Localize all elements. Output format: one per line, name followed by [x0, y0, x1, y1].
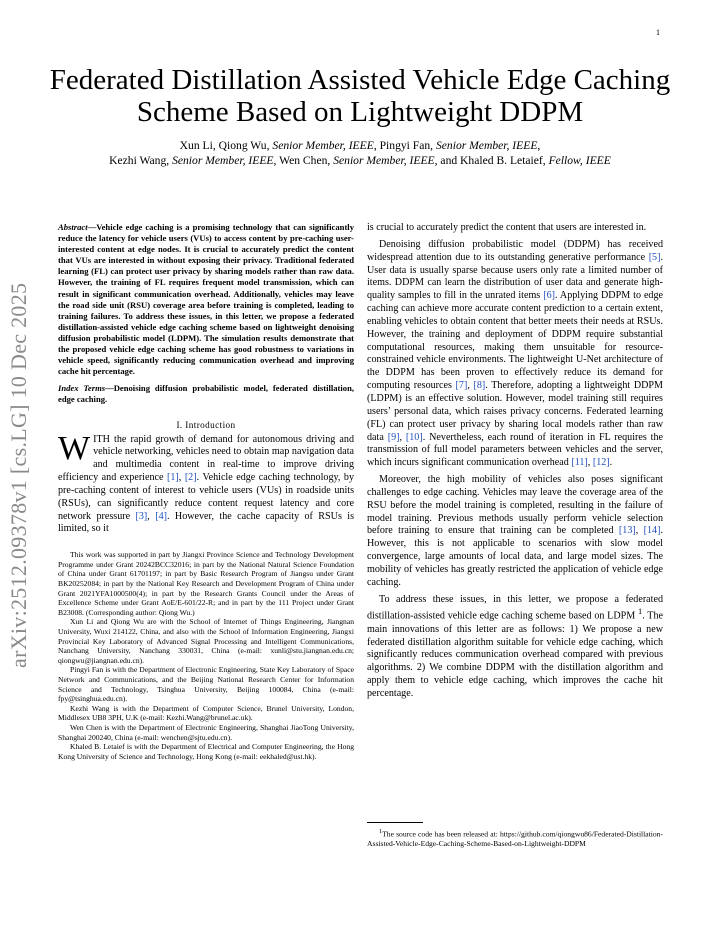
- footnote-affiliation-fan: Pingyi Fan is with the Department of Electronic Engineering, State Key Laboratory of Space Network and Communications, and the Beijing National Research Center for Information Science and Technology, Tsinghua University, Beijing 100084, China (e-mail: fpy@tsinghua.edu.cn).: [58, 665, 354, 704]
- right-paragraph-1: is crucial to accurately predict the content that users are interested in.: [367, 222, 647, 233]
- right-footnote-block: [367, 822, 663, 849]
- footnote-affiliation-li-wu: Xun Li and Qiong Wu are with the School of Internet of Things Engineering, Jiangnan University, Wuxi 214122, China, and also with the School of Information Engineering, Jiangxi Provincial Key Laboratory of Advanced Signal Processing and Intelligent Communications, Nanchang University, Nanchang 330031, China (e-mail: xunli@stu.jiangnan.edu.cn; qiongwu@jiangnan.edu.cn).: [58, 617, 354, 665]
- footnote-affiliation-wang: Kezhi Wang is with the Department of Computer Science, Brunel University, London, Middlesex UB8 3PH, U.K (e-mail: Kezhi.Wang@brunel.ac.uk).: [58, 703, 354, 723]
- right-paragraph-mobility: Moreover, the high mobility of vehicles also poses significant challenges to edge caching. Vehicles may leave the coverage area of the RSU before the model training is completed, resulting in the failure of model training. Previous methods usually perform vehicle selection before training to ensure that training can be completed [13], [14]. However, this is not applicable to scenarios with slow model convergence, large amounts of local data, and large model sizes. The mobility of vehicles has greatly restricted the application of vehicle edge caching.: [367, 474, 663, 588]
- index-terms: Index Terms—Denoising diffusion probabilistic model, federated distillation, edge caching.: [58, 383, 355, 405]
- author-line-2: Kezhi Wang, Senior Member, IEEE, Wen Chen, Senior Member, IEEE, and Khaled B. Letaief, Fellow, IEEE: [109, 154, 611, 167]
- right-column: [367, 222, 664, 849]
- footnote-rule: [367, 822, 423, 823]
- footnotes: [58, 550, 354, 761]
- right-paragraph-ddpm: Denoising diffusion probabilistic model (DDPM) has received widespread attention due to its outstanding generative performance [5]. User data is usually sparse because users only rate a limited number of items. DDPM can learn the distribution of user data and generate high-quality samples to fill in the unrated items [6]. Applying DDPM to edge caching can achieve more accurate content prediction to a certain extent, enabling vehicles to obtain content that better meets their needs at RSUs. However, the training and deployment of DDPM require substantial computational resources, making them unsuitable for resource-constrained vehicle environments. The lightweight U-Net architecture of the DDPM has been proven to effectively reduce its demand for computing resources [7], [8]. Therefore, adopting a lightweight DDPM (LDPM) is an effective solution. However, model training still requires users’ personal data, which raises privacy concerns. Federated learning (FL) can protect user privacy by sharing local models rather than raw data [9], [10]. Nevertheless, each round of iteration in FL requires the transmission of full model parameters between vehicles and the server, which incurs significant communication overhead [11], [12].: [367, 238, 664, 469]
- footnote-funding: This work was supported in part by Jiangxi Province Science and Technology Development Programme under Grant 20242BCC32016; in part by the National Natural Science Foundation of China under Grant 61701197; in part by Basic Research Program of Jiangsu under Grant BK20252084; in part by the National Key Research and Development Program of China under Grant 2021YFA1000500(4); in part by the Research Grants Council under the Areas of Excellence Scheme under Grant AoE/E-601/22-R; and in part by the 111 Project under Grant B23008. (Corresponding author: Qiong Wu.): [58, 550, 354, 617]
- intro-paragraph-1-text: ITH the rapid growth of demand for autonomous driving and vehicle networking, vehicles need to obtain map navigation data and multimedia content in real-time to improve driving efficiency and experience [1], [2]. Vehicle edge caching technology, by pre-caching content of interest to vehicle users (VUs) in roadside units (RSUs), can significantly reduce content request latency and core network pressure [3], [4]. However, the cache capacity of RSUs is limited, so it: [58, 433, 355, 535]
- paper-title: Federated Distillation Assisted Vehicle Edge Caching Scheme Based on Lightweight DDPM: [49, 64, 671, 128]
- left-column: [58, 222, 354, 761]
- drop-cap: W: [58, 429, 91, 467]
- right-paragraph-contributions: To address these issues, in this letter, we propose a federated distillation-assisted vehicle edge caching scheme based on LDPM $^1$. The main innovations of this letter are as follows: 1) We propose a new federated distillation algorithm suitable for vehicle edge caching, which significantly reduces communication overhead compared with previous algorithms. 2) We combine DDPM with the distillation algorithm and apply them to vehicle edge caching, which improves the cache hit percentage.: [367, 593, 663, 699]
- author-list: [40, 138, 680, 168]
- footnote-affiliation-letaief: Khaled B. Letaief is with the Department of Electrical and Computer Engineering, the Hong Kong University of Science and Technology, Hong Kong (e-mail: eekhaled@ust.hk).: [58, 742, 354, 761]
- footnote-source-code: $^1$The source code has been released at: https://github.com/qiongwu86/Federated-Distillation-Assisted-Vehicle-Edge-Caching-Scheme-Based-on-Lightweight-DDPM: [367, 828, 663, 849]
- footnote-affiliation-chen: Wen Chen is with the Department of Electronic Engineering, Shanghai JiaoTong University, Shanghai 200240, China (e-mail: wenchen@sjtu.edu.cn).: [58, 722, 354, 742]
- arxiv-identifier-stamp: arXiv:2512.09378v1 [cs.LG] 10 Dec 2025: [6, 282, 31, 668]
- author-line-1: Xun Li, Qiong Wu, Senior Member, IEEE, Pingyi Fan, Senior Member, IEEE,: [179, 139, 541, 152]
- abstract: Abstract—Vehicle edge caching is a promising technology that can significantly reduce the latency for vehicle users (VUs) to access content by pre-caching user-interested content at edge nodes. It is crucial to accurately predict the content that VUs are interested in without exposing their privacy. Traditional federated learning (FL) can protect user privacy by sharing models rather than raw data. However, the training of FL requires frequent model transmission, which can result in significant communication overhead. Additionally, vehicles may leave the road side unit (RSU) coverage area before training is completed, leading to training failures. To address these issues, in this letter, we propose a federated distillation-assisted vehicle edge caching scheme based on lightweight denoising diffusion probabilistic model (LDPM). The simulation results demonstrate that the proposed vehicle edge caching scheme has good robustness to variations in vehicle speed, significantly reducing communication overhead and improving cache hit percentage.: [58, 222, 354, 377]
- section-heading-introduction: I. Introduction: [176, 419, 236, 430]
- page-number: 1: [656, 28, 660, 37]
- intro-paragraph-1: [58, 429, 355, 537]
